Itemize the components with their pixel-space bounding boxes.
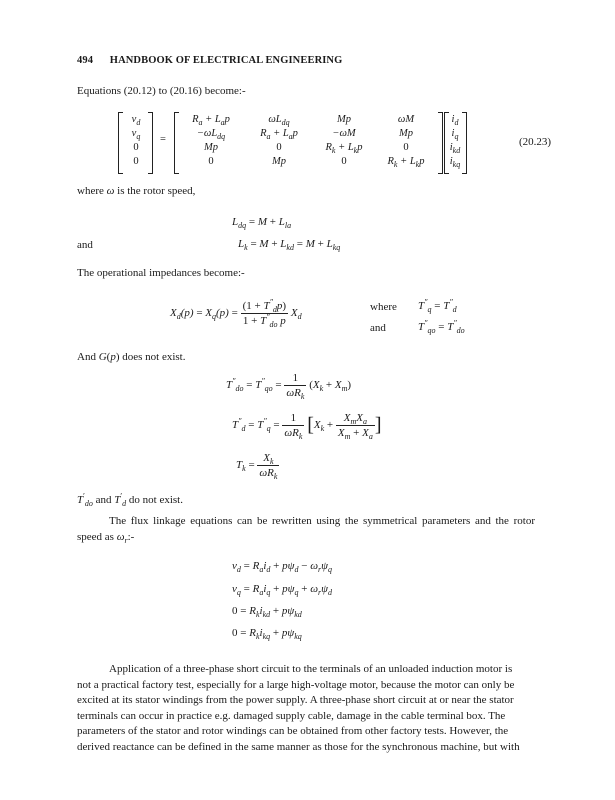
m43: 0: [341, 156, 347, 167]
and-label: and: [77, 239, 93, 251]
flux-eq-vq: $v_q = R_ai_q + p\psi_q + \omega_r\psi_d$: [232, 583, 332, 598]
where-rotor-speed: where ω is the rotor speed,: [77, 185, 196, 197]
tqo-equals-tdo: $T''_{qo} = T''_{do}$: [418, 318, 465, 336]
m41: 0: [208, 156, 214, 167]
m22: $R_a + L_ap$: [260, 128, 298, 142]
rhs-ikd: $i_{kd}$: [449, 142, 461, 156]
lk-equation: $L_k = M + L_{kd} = M + L_{kq}$: [238, 238, 341, 253]
closing-paragraph: [77, 662, 535, 756]
closing-line-2: not a practical factory test, especially for a large high-voltage motor, because the motor can only be: [77, 678, 515, 691]
m13: Mp: [337, 114, 351, 125]
operational-impedance-equation: $X_d(p) = X_q(p)$ = $\frac{(1 + T''_dp)}{1 + T''_{do} p}$ $X_d$: [170, 297, 302, 330]
td-equation: $T''_d = T''_q$ = $\frac{1}{\omega R_k}$ [$X_k$ + $\frac{X_mX_a}{X_m + X_a}$ ]: [232, 412, 382, 442]
m14: ωM: [397, 114, 415, 125]
lhs-vd: $v_d$: [131, 114, 141, 128]
m32: 0: [276, 142, 282, 153]
where-label: where: [370, 301, 397, 313]
closing-line-3: excited at its stator windings from the power supply. A three-phase short circuit at or near the stator: [77, 694, 514, 707]
closing-line-5: parameters of the stator and rotor windings can be obtained from other factory tests. However, the: [77, 725, 509, 738]
m24: Mp: [399, 128, 413, 139]
tq-equals-td: $T''_q = T''_d$: [418, 297, 457, 315]
m44: $R_k + L_kp$: [387, 156, 425, 170]
tdo-equation: $T''_{do} = T''_{qo}$ = $\frac{1}{\omega R_k}$ $(X_k + X_m)$: [226, 372, 352, 402]
equals-sign: =: [160, 134, 166, 145]
flux-paragraph: The flux linkage equations can be rewritten using the symmetrical parameters and the rotor speed as $\omega_r:-$: [77, 515, 535, 545]
m11: $R_a + L_ap$: [192, 114, 230, 128]
rhs-ikq: $i_{kq}$: [449, 156, 461, 170]
closing-line-4: terminals can occur in practice e.g. damaged supply cable, damage in the cable terminal box. The: [77, 709, 506, 722]
page-number: 494: [77, 55, 94, 66]
intro-text: Equations (20.12) to (20.16) become:-: [77, 85, 246, 97]
flux-eq-vd: $v_d = R_ai_d + p\psi_d - \omega_r\psi_q$: [232, 560, 332, 575]
lhs-0b: 0: [133, 156, 139, 167]
flux-eq-kd: $0 = R_ki_{kd} + p\psi_{kd}$: [232, 605, 302, 620]
matrix-equation: [118, 112, 468, 174]
running-header: [77, 55, 342, 66]
transient-not-exist: $T'_{do}$ and $T'_d$ do not exist.: [77, 491, 183, 509]
lhs-vq: $v_q$: [131, 128, 141, 142]
running-title: HANDBOOK OF ELECTRICAL ENGINEERING: [109, 55, 343, 66]
m12: $\omega L_{dq}$: [268, 114, 290, 128]
rhs-iq: $i_q$: [451, 128, 459, 142]
m33: $R_k + L_kp$: [325, 142, 363, 156]
m42: Mp: [272, 156, 286, 167]
ldq-equation: $L_{dq} = M + L_{la}$: [232, 216, 292, 231]
closing-line-1: Application of a three-phase short circuit to the terminals of an unloaded induction motor is: [109, 663, 513, 675]
flux-eq-kq: $0 = R_ki_{kq} + p\psi_{kq}$: [232, 627, 302, 642]
tk-equation: $T_k$ = $\frac{X_k}{\omega R_k}$: [236, 452, 278, 482]
rhs-id: $i_d$: [451, 114, 459, 128]
m31: Mp: [204, 142, 218, 153]
m34: 0: [403, 142, 409, 153]
g-not-exist: And G(p) does not exist.: [77, 351, 186, 363]
equation-number: (20.23): [519, 136, 552, 148]
and-label-2: and: [370, 322, 386, 334]
operational-text: The operational impedances become:-: [77, 267, 245, 279]
m21: $-\omega L_{dq}$: [196, 128, 226, 142]
m23: −ωM: [332, 128, 356, 139]
lhs-0a: 0: [133, 142, 139, 153]
closing-line-6: derived reactance can be defined in the same manner as those for the synchronous machine, but with: [77, 740, 520, 753]
